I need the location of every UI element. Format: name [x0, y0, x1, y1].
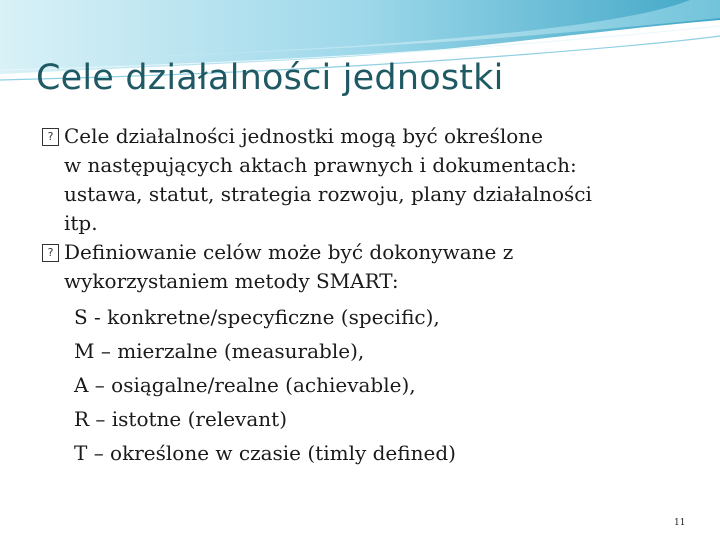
smart-list-item: R – istotne (relevant): [74, 407, 287, 431]
smart-list: [42, 300, 682, 470]
smart-list-item: A – osiągalne/realne (achievable),: [74, 373, 416, 397]
smart-list-item: S - konkretne/specyficzne (specific),: [74, 305, 440, 329]
bullet-item: [42, 122, 682, 238]
bullet-line: Cele działalności jednostki mogą być określone: [64, 124, 543, 148]
bullet-line: wykorzystaniem metody SMART:: [64, 269, 399, 293]
bullet-line: Definiowanie celów może być dokonywane z: [64, 240, 514, 264]
missing-glyph-bullet-icon: ?: [42, 244, 59, 262]
bullet-line: w następujących aktach prawnych i dokumentach:: [64, 153, 577, 177]
bullet-line: ustawa, statut, strategia rozwoju, plany działalności: [64, 182, 592, 206]
smart-list-item: M – mierzalne (measurable),: [74, 339, 365, 363]
smart-list-item: T – określone w czasie (timly defined): [74, 441, 456, 465]
slide-body: [42, 122, 682, 470]
page-number: 11: [674, 518, 686, 528]
slide-title: Cele działalności jednostki: [36, 58, 504, 98]
bullet-line: itp.: [64, 211, 98, 235]
missing-glyph-bullet-icon: ?: [42, 128, 59, 146]
bullet-item: [42, 238, 682, 296]
